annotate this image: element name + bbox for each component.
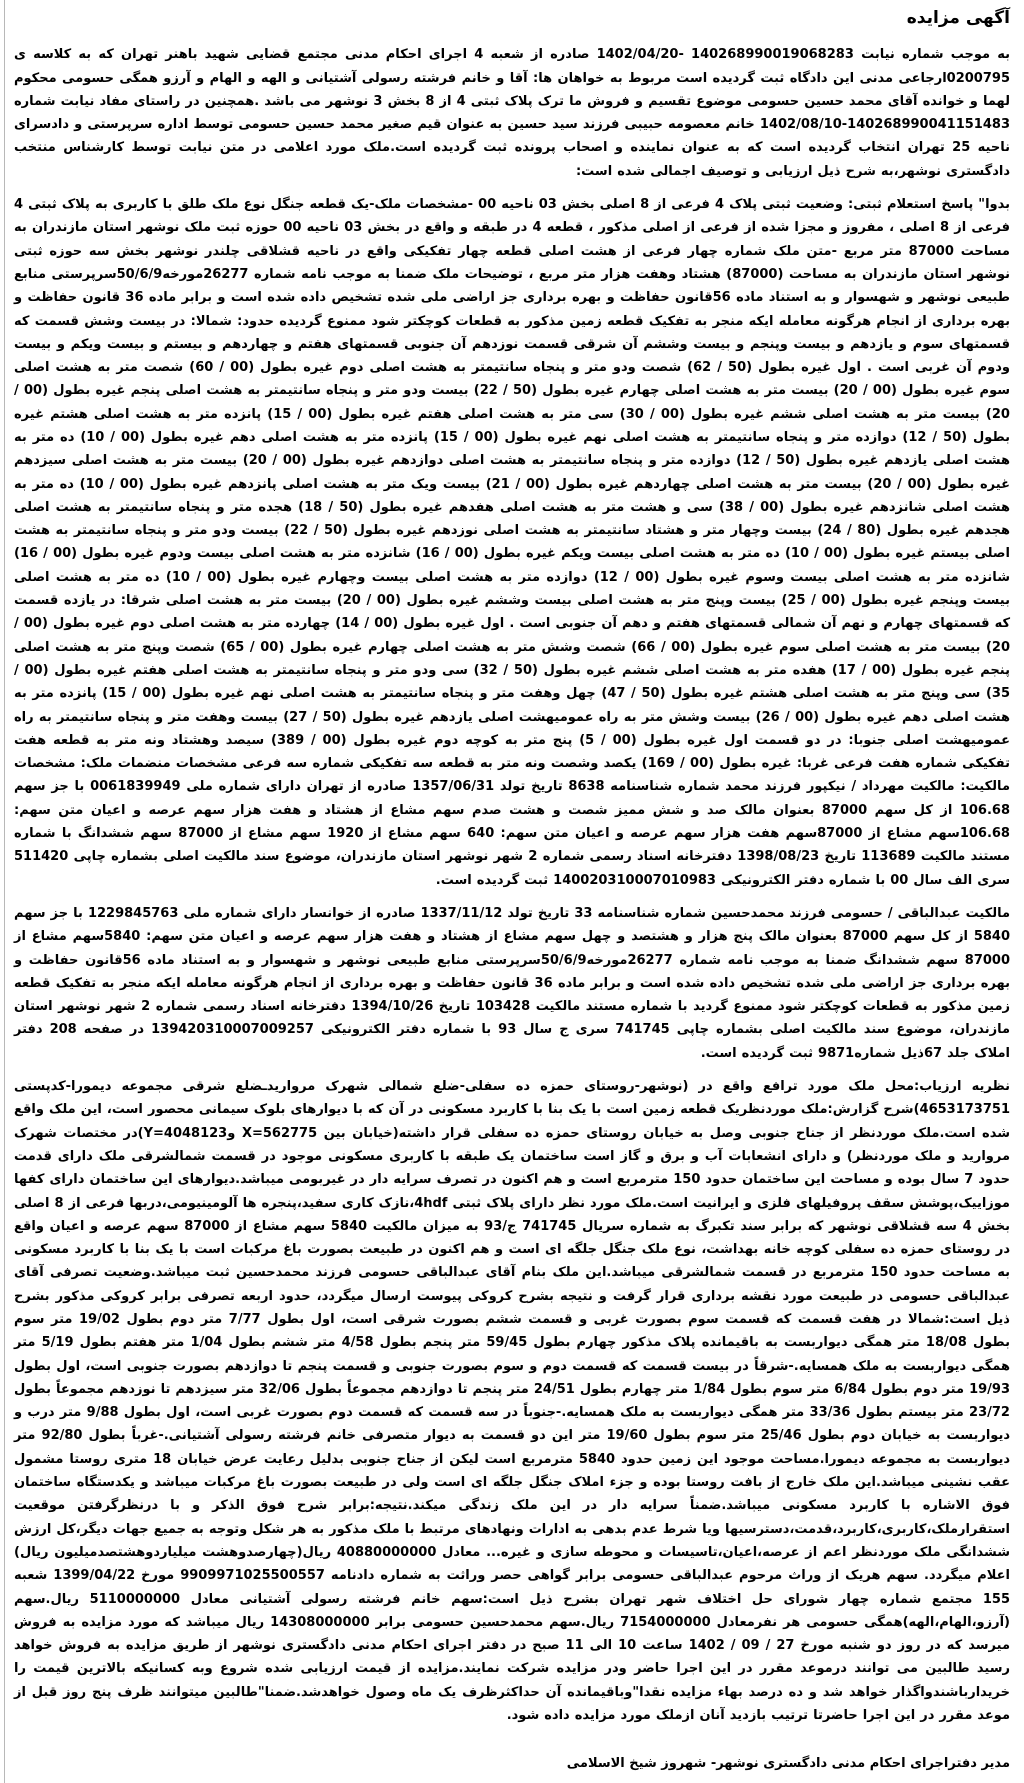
page-border-line xyxy=(4,0,5,1783)
notice-paragraph-ownership: مالکیت عبدالباقی / حسومی فرزند محمدحسین شماره شناسنامه 33 تاریخ تولد 1337/11/12 صادره از خوانسار دارای شماره ملی 1229845763 با جز سهم 5840 از کل سهم 87000 بعنوان مالک پنج هزار و هشتصد و چهل سهم مشاع از هشتاد و هفت هزار سهم عرصه و اعیان متن سهم: 5840سهم مشاع از 87000 سهم ششدانگ ضمنا به موجب نامه شماره 26277مورخه50/6/9سرپرستی منابع طبیعی نوشهر و شهسوار و به استناد ماده 56قانون حفاظت و بهره برداری جز اراضی ملی شده تشخیص داده شده است و برابر ماده 36 قانون حفاظت و بهره برداری از انجام هرگونه معامله ایکه منجر به تفکیک قطعه زمین مذکور به قطعات کوچکتر شود ممنوع گردید با شماره مستند مالکیت 103428 تاریخ 1394/10/26 دفترخانه اسناد رسمی شماره 2 شهر نوشهر استان مازندران، موضوع سند مالکیت اصلی بشماره چاپی 741745 سری ج سال 93 با شماره دفتر الکترونیکی 139420310007009257 در صفحه 208 دفتر املاک جلد 67ذیل شماره9871 ثبت گردیده است. xyxy=(14,905,1011,1061)
notice-signature: مدیر دفتراجرای احکام مدنی دادگستری نوشهر- شهروز شیخ الاسلامی xyxy=(566,1756,1010,1771)
notice-paragraph-appraisal: نظریه ارزیاب:محل ملک مورد ترافع واقع در (نوشهر-روستای حمزه ده سفلی-ضلع شمالی شهرک مرواریدـضلع شرقی مجموعه دیمورا-کدپستی 4653173751)شرح گزارش:ملک موردنظریک قطعه زمین است با یک بنا با کاربرد مسکونی در آن که با دیوارهای بلوک سیمانی محصور است، این ملک واقع شده است.ملک موردنظر از جناح جنوبی وصل به خیابان روستای حمزه ده سفلی قرار داشته(خیابان بین X=562775 وY=4048123)در مختصات شهرک مروارید و ملک موردنظر) و دارای انشعابات آب و برق و گاز است ساختمان یک طبقه با کاربری مسکونی موجود در قسمت شمالشرقی ملک دارای قدمت حدود 7 سال بوده و مساحت این ساختمان حدود 150 مترمربع است و هم اکنون در تصرف سرایه دار در غیربومی میباشد.دیوارهای این ساختمان دارای کفها موزاییک،پوشش سقف پروفیلهای فلزی و ایرانیت است.ملک مورد نظر دارای پلاک ثبتی 4hdf،نازک کاری سفید،پنجره ها آلومینیومی،دربها فرعی از 8 اصلی بخش 4 سه قشلاقی نوشهر که برابر سند تکبرگ به شماره سریال 741745 ج/93 به میزان مالکیت 5840 سهم مشاع از 87000 سهم عرصه و اعیان واقع در روستای حمزه ده سفلی کوچه خانه بهداشت، نوع ملک جنگل جلگه ای است و هم اکنون در طبیعت بصورت باغ مرکبات است با یک بنا با کاربرد مسکونی به مساحت حدود 150 مترمربع در قسمت شمالشرقی میباشد.این ملک بنام آقای عبدالباقی حسومی فرزند محمدحسین ثبت میباشد.وضعیت تصرفی آقای عبدالباقی حسومی در طبیعت مورد نقشه برداری قرار گرفت و نتیجه بشرح کروکی پیوست ارسال میگردد، حدود اربعه تصرفی برابر کروکی مذکور بشرح ذیل است:شمالا در هفت قسمت که قسمت سوم بصورت غربی و قسمت ششم بصورت شرقی است، اول بطول 7/77 متر دوم بطول 19/02 متر سوم بطول 18/08 متر همگی دیواربست به باقیمانده پلاک مذکور چهارم بطول 59/45 متر پنجم بطول 4/58 متر ششم بطول 1/04 متر هفتم بطول 5/19 متر همگی دیواربست به ملک همسایه.-شرقاً در بیست قسمت که قسمت دوم و سوم بصورت جنوبی و قسمت پنجم تا دوازدهم بصورت جنوبی است، اول بطول 19/93 متر دوم بطول 6/84 متر سوم بطول 1/84 متر چهارم بطول 24/51 متر پنجم تا دوازدهم مجموعاً بطول 32/06 متر سیزدهم تا نوزدهم مجموعاً بطول 23/72 متر بیستم بطول 33/36 متر همگی دیواربست به ملک همسایه.-جنوباً در سه قسمت که قسمت دوم بصورت غربی است، اول بطول 9/88 متر درب و دیواربست به خیابان دوم بطول 25/46 متر سوم بطول 19/60 متر این دو قسمت به دیوار متصرفی خانم فرشته رسولی آشتیانی.-غرباً بطول 92/80 متر دیواربست به مجموعه دیمورا.مساحت موجود این زمین حدود 5840 مترمربع است لیکن از جناح جنوبی بدلیل رعایت عرض خیابان 18 متری روستا مشمول عقب نشینی میباشد.این ملک خارج از بافت روستا بوده و جزء املاک جنگل جلگه ای است ولی در طبیعت بصورت باغ مرکبات میباشد و یکدستگاه ساختمان فوق الاشاره با کاربرد مسکونی میباشد.ضمناً سرایه دار در این ملک زندگی میکند.نتیجه:برابر شرح فوق الذکر و با درنظرگرفتن موقعیت استقرارملک،کاربری،کاربرد،قدمت،دسترسیها ویا شرط عدم بدهی به ادارات ونهادهای مرتبط با ملک مذکور به هر شکل وتوجه به جمیع جهات دیگر،کل ارزش ششدانگی ملک موردنظر اعم از عرصه،اعیان،تاسیسات و محوطه سازی و غیره... معادل 40880000000 ریال(چهارصدوهشت میلیاردوهشتصدمیلیون ریال) اعلام میگردد. سهم هریک از وراث مرحوم عبدالباقی حسومی برابر گواهی حصر وراثت به شماره دادنامه 9909971025500557 مورخ 1399/04/22 شعبه 155 مجتمع شماره چهار شورای حل اختلاف شهر تهران بشرح ذیل است:سهم خانم فرشته رسولی آشتیانی معادل 5110000000 ریال.سهم (آرزو،الهام،الهه)همگی حسومی هر نفرمعادل 7154000000 ریال.سهم محمدحسین حسومی برابر 14308000000 ریال میباشد که مورد مزایده به فروش میرسد که در روز دو شنبه مورخ 27 / 09 / 1402 ساعت 10 الی 11 صبح در دفتر اجرای احکام مدنی دادگستری نوشهر از طریق مزایده به فروش خواهد رسید طالبین می توانند درموعد مقرر در این اجرا حاضر ودر مزایده شرکت نمایند.مزایده از قیمت ارزیابی شده شروع وبه کسانیکه بالاترین قیمت را خریدارباشندواگذار خواهد شد و ده درصد بهاء مزایده نقدا"وباقیمانده آن حداکثرظرف یک ماه وصول خواهدشد.ضمنا"طالبین میتوانند ظرف پنج روز قبل از موعد مقرر در این اجرا حاضرتا ترتیب بازدید آنان ازملک مورد مزایده داده شود. xyxy=(14,1079,1011,1724)
notice-paragraph-registry: بدوا" پاسخ استعلام ثبتی: وضعیت ثبتی پلاک 4 فرعی از 8 اصلی بخش 03 ناحیه 00 -مشخصات ملک-یک قطعه جنگل نوع ملک طلق با کاربری به پلاک ثبتی 4 فرعی از 8 اصلی ، مفروز و مجزا شده از فرعی از اصلی مذکور ، قطعه 4 در طبقه و واقع در بخش 03 ناحیه 00 حوزه ثبت ملک نوشهر استان مازندران به مساحت 87000 متر مربع -متن ملک شماره چهار فرعی از هشت اصلی قطعه چهار تفکیکی واقع در ناحیه قشلاقی چلندر نوشهر بخش سه حوزه ثبتی نوشهر استان مازندران به مساحت (87000) هشتاد وهفت هزار متر مربع ، توضیحات ملک ضمنا به موجب نامه شماره 26277مورخه50/6/9سرپرستی منابع طبیعی نوشهر و شهسوار و به استناد ماده 56قانون حفاظت و بهره برداری جز اراضی ملی شده تشخیص داده شده است و برابر ماده 36 قانون حفاظت و بهره برداری از انجام هرگونه معامله ایکه منجر به تفکیک قطعه زمین مذکور به قطعات کوچکتر شود ممنوع گردیده حدود: شمالا: در بیست وشش قسمت که قسمتهای سوم و یازدهم و بیست وپنجم و بیست وششم آن شرقی قسمت نوزدهم آن جنوبی قسمتهای هفتم و چهاردهم و بیستم و بیست ویکم و بیست ودوم آن غربی است . اول غیره بطول (50 / 62) شصت ودو متر و پنجاه سانتیمتر به هشت اصلی دوم غیره بطول (00 / 60) شصت متر به هشت اصلی سوم غیره بطول (00 / 20) بیست متر به هشت اصلی چهارم غیره بطول (50 / 22) بیست ودو متر و پنجاه سانتیمتر به هشت اصلی پنجم غیره بطول (00 / 20) بیست متر به هشت اصلی ششم غیره بطول (00 / 30) سی متر به هشت اصلی هفتم غیره بطول (00 / 15) پانزده متر به هشت اصلی هشتم غیره بطول (50 / 12) دوازده متر و پنجاه سانتیمتر به هشت اصلی نهم غیره بطول (00 / 15) پانزده متر به هشت اصلی دهم غیره بطول (00 / 10) ده متر به هشت اصلی یازدهم غیره بطول (50 / 12) دوازده متر و پنجاه سانتیمتر به هشت اصلی دوازدهم غیره بطول (00 / 20) بیست متر به هشت اصلی سیزدهم غیره بطول (00 / 20) بیست متر به هشت اصلی چهاردهم غیره بطول (00 / 21) بیست ویک متر به هشت اصلی پانزدهم غیره بطول (00 / 10) ده متر به هشت اصلی شانزدهم غیره بطول (00 / 38) سی و هشت متر به هشت اصلی هفدهم غیره بطول (50 / 18) هجده متر و پنجاه سانتیمتر به هشت اصلی هجدهم غیره بطول (80 / 24) بیست وچهار متر و هشتاد سانتیمتر به هشت اصلی نوزدهم غیره بطول (50 / 22) بیست ودو متر و پنجاه سانتیمتر به هشت اصلی بیستم غیره بطول (00 / 10) ده متر به هشت اصلی بیست ویکم غیره بطول (00 / 16) شانزده متر به هشت اصلی بیست ودوم غیره بطول (00 / 16) شانزده متر به هشت اصلی بیست وسوم غیره بطول (00 / 12) دوازده متر به هشت اصلی بیست وچهارم غیره بطول (00 / 10) ده متر به هشت اصلی بیست وپنجم غیره بطول (00 / 25) بیست وپنج متر به هشت اصلی بیست وششم غیره بطول (00 / 20) بیست متر به هشت اصلی شرقا: در یازده قسمت که قسمتهای چهارم و نهم آن شمالی قسمتهای هفتم و دهم آن جنوبی است . اول غیره بطول (00 / 14) چهارده متر به هشت اصلی دوم غیره بطول (00 / 20) بیست متر به هشت اصلی سوم غیره بطول (00 / 66) شصت وشش متر به هشت اصلی چهارم غیره بطول (00 / 65) شصت وپنج متر به هشت اصلی پنجم غیره بطول (00 / 17) هفده متر به هشت اصلی ششم غیره بطول (50 / 32) سی ودو متر و پنجاه سانتیمتر به هشت اصلی هفتم غیره بطول (00 / 35) سی وپنج متر به هشت اصلی هشتم غیره بطول (50 / 47) چهل وهفت متر و پنجاه سانتیمتر به هشت اصلی نهم غیره بطول (00 / 15) پانزده متر به هشت اصلی دهم غیره بطول (00 / 26) بیست وشش متر به راه عمومیهشت اصلی یازدهم غیره بطول (50 / 27) بیست وهفت متر و پنجاه سانتیمتر به راه عمومیهشت اصلی جنوبا: در دو قسمت اول غیره بطول (00 / 5) پنج متر به کوچه دوم غیره بطول (00 / 389) سیصد وهشتاد ونه متر به قطعه هفت تفکیکی شماره هفت فرعی غربا: غیره بطول (00 / 169) یکصد وشصت ونه متر به قطعه سه تفکیکی شماره سه فرعی مشخصات منضمات ملک: مشخصات مالکیت: مالکیت مهرداد / نیکپور فرزند محمد شماره شناسنامه 8638 تاریخ تولد 1357/06/31 صادره از تهران دارای شماره ملی 0061839949 با جز سهم 106.68 از کل سهم 87000 بعنوان مالک صد و شش ممیز شصت و هشت صدم سهم مشاع از هشتاد و هفت هزار سهم عرصه و اعیان متن سهم: 106.68سهم مشاع از 87000سهم هفت هزار سهم عرصه و اعیان متن سهم: 640 سهم مشاع از 1920 سهم مشاع از 87000 سهم ششدانگ با شماره مستند مالکیت 113689 تاریخ 1398/08/23 دفترخانه اسناد رسمی شماره 2 شهر نوشهر استان مازندران، موضوع سند مالکیت اصلی بشماره چاپی 511420 سری الف سال 00 با شماره دفتر الکترونیکی 140020310007010983 ثبت گردیده است. xyxy=(14,197,1011,888)
notice-paragraph-intro: به موجب شماره نیابت 140268990019068283 -1402/04/20 صادره از شعبه 4 اجرای احکام مدنی مجتمع قضایی شهید باهنر تهران که به کلاسه ی 0200795ارجاعی مدنی این دادگاه ثبت گردیده است مربوط به خواهان ها: آقا و خانم فرشته رسولی آشتیانی و الهه و الهام و آرزو همگی حسومی محکوم لهما و خوانده آقای محمد حسین حسومی موضوع تقسیم و فروش ما ترک پلاک ثبتی 4 از 8 بخش 3 نوشهر می باشد .همچنین در راستای مفاد نیابت شماره 140268990041151483-1402/08/10 خانم معصومه حبیبی فرزند سید حسین به عنوان قیم صغیر محمد حسین حسومی توسط اداره سرپرستی و دادسرای ناحیه 25 تهران انتخاب گردیده است که به عنوان نماینده و اصحاب پرونده ثبت گردیده است.ملک مورد اعلامی در متن نیابت توسط کارشناس منتخب دادگستری نوشهر،به شرح ذیل ارزیابی و توصیف اجمالی شده است: xyxy=(14,47,1011,179)
notice-title: آگهی مزایده xyxy=(906,8,1010,28)
